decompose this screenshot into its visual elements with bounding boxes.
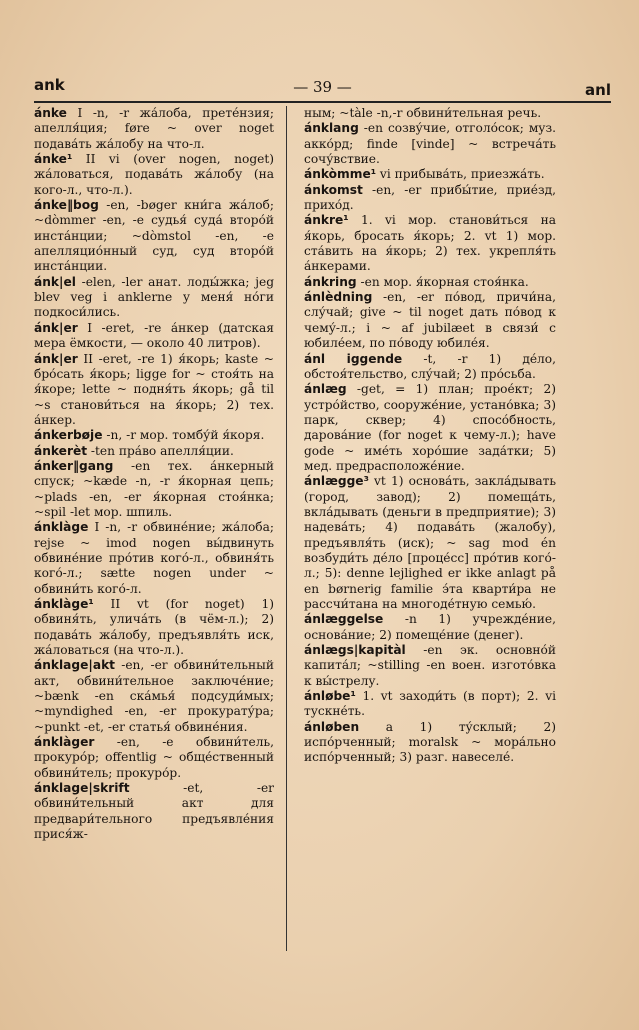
dictionary-entry [34,106,274,152]
right-column [304,106,556,766]
dictionary-entry [304,106,556,121]
entry-definition: -n, -r мор. томбу́й я́коря. [102,428,265,443]
entry-definition: -ten пра́во апелля́ции. [87,443,234,458]
header-right-guide-word: anl [585,81,611,99]
entry-headword: ánke‖bog [34,198,99,213]
entry-definition: -et, -er обвини́тельный акт для предвари́тельного предъявле́ния прися́ж- [34,781,274,842]
entry-definition: -t, -r 1) де́ло, обстоя́тельство, слу́чай; 2) про́сьба. [304,351,556,381]
entry-headword: ánkre¹ [304,213,349,228]
entry-headword: ánklàge¹ [34,597,94,611]
page-number: — 39 — [293,78,352,96]
entry-headword: ánlæg [304,382,347,397]
entry-definition: II -eret, -re 1) я́корь; kaste ~ бро́сать я́корь; ligge for ~ стоя́ть на я́коре; lette ~ подня́ть я́корь; gå til ~s станови́ться на я́корь; 2) тех. а́нкер. [34,351,274,427]
entry-headword: ánkomst [304,182,363,197]
dictionary-entry [34,735,274,781]
entry-definition: -en созву́чие, отголо́сок; муз. акко́рд; finde [vinde] ~ встреча́ть сочу́вствие. [304,121,556,167]
entry-headword: ánk|el [34,274,76,289]
entry-definition: I -eret, -re а́нкер (датская мера ёмкости, — около 40 литров). [34,320,274,351]
entry-headword: ánløben [304,719,360,734]
entry-headword: ánklàge [34,520,89,535]
entry-headword: ánke¹ [34,152,73,167]
entry-headword: ánk|er [34,351,78,366]
dictionary-entry [34,352,274,429]
entry-definition: a 1) ту́склый; 2) испо́рченный; moralsk ~ мора́льно испо́рченный; 3) разг. навеселе́. [304,719,556,765]
entry-headword: ánklage|akt [34,658,116,673]
dictionary-entry [34,597,274,658]
entry-headword: ánlægge³ [304,474,369,489]
entry-headword: ánkòmme¹ [304,167,377,182]
dictionary-entry [304,121,556,167]
entry-headword: ánlæggelse [304,612,384,627]
dictionary-entry [34,781,274,842]
entry-definition: ным; ~tàle -n,-r обвини́тельная речь. [304,106,542,120]
entry-definition: -en, -er обвини́тельный акт, обвини́тельное заключе́ние; ~bænk -en ска́мья́ подсуди́мых; ~myndighed -en, -er прокурату́ра; ~punkt -et, -er статья́ обвине́ния. [34,658,274,734]
column-divider [286,106,287,951]
entry-definition: -get, = 1) план; прое́кт; 2) устро́йство, сооруже́ние, устано́вка; 3) парк, сквер; 4) спосо́бность, дарова́ние (for noget к чему-л.); have gode ~ име́ть хоро́шие зада́тки; 5) мед. предрасположе́ние. [304,382,556,473]
entry-definition: -en мор. я́корная стоя́нка. [356,274,529,289]
entry-headword: ánke [34,106,67,120]
dictionary-entry [304,612,556,643]
entry-definition: vt 1) основа́ть, закла́дывать (город, завод); 2) помеща́ть, вкла́дывать (деньги в предприятие); 3) надева́ть; 4) подава́ть (жалобу), предъявля́ть (иск); ~ sag mod én возбуди́ть де́ло [проце́сс] про́тив кого́-л.; 5): denne lejlighed er ikke anlagt på en børnerig familie э́та кварти́ра не рассчи́тана на многоде́тную семью́. [304,474,556,611]
dictionary-entry [304,183,556,214]
entry-definition: II vi (over nogen, noget) жа́ловаться, подава́ть жа́лобу (на кого-л., что-л.). [34,152,274,197]
header-rule [34,101,611,103]
dictionary-entry [304,352,556,383]
entry-headword: ánklang [304,121,359,136]
header-left-guide-word: ank [34,76,65,94]
dictionary-entry [304,290,556,351]
entry-headword: ánløbe¹ [304,689,356,704]
entry-definition: -en тех. а́нкерный спуск; ~kæde -n, -r я́корная цепь; ~plads -en, -er я́корная стоя́нка; ~spil -let мор. шпиль. [34,458,274,519]
dictionary-entry [34,520,274,597]
dictionary-entry [304,643,556,689]
dictionary-entry [34,321,274,352]
entry-headword: ánk|er [34,320,78,335]
dictionary-entry [304,213,556,274]
dictionary-entry [34,152,274,198]
entry-headword: ánklage|skrift [34,781,130,796]
dictionary-entry [34,444,274,459]
entry-definition: -en, -e обвини́тель, прокуро́р; offentlig ~ обще́ственный обвини́тель; прокуро́р. [34,735,274,780]
entry-definition: -en, -er прибы́тие, прие́зд, прихо́д. [304,182,556,213]
entry-definition: -en эк. основно́й капита́л; ~stilling -en воен. изгото́вка к вы́стрелу. [304,643,556,688]
entry-definition: II vt (for noget) 1) обвиня́ть, улича́ть (в чём-л.); 2) подава́ть жа́лобу, предъявля́ть иск, жа́ловаться (на что-л.). [34,597,274,658]
entry-definition: -en, -er по́вод, причи́на, слу́чай; give ~ til noget дать по́вод к чему́-л.; i ~ af jubilæet в связи́ с юбиле́ем, по по́воду юбиле́я. [304,290,556,351]
entry-headword: ánklàger [34,735,95,750]
dictionary-entry [34,658,274,735]
left-column [34,106,274,843]
dictionary-entry [304,720,556,766]
dictionary-entry [34,459,274,520]
entry-headword: ánker‖gang [34,458,114,473]
entry-definition: 1. vi мор. станови́ться на я́корь, бросать я́корь; 2. vt 1) мор. ста́вить на я́корь; 2) тех. укрепля́ть а́нкерами. [304,213,556,274]
entry-definition: -en, -bøger кни́га жа́лоб; ~dòmmer -en, -e судья́ суда́ второ́й инста́нции; ~dòmstol -en, -e апелляцио́нный суд, суд второ́й инста́нции. [34,198,274,274]
dictionary-entry [304,275,556,290]
entry-definition: vi прибыва́ть, приезжа́ть. [376,167,545,182]
entry-headword: ánkerbøje [34,428,103,443]
entry-definition: I -n, -r жа́лоба, прете́нзия; апелля́ция; føre ~ over noget подава́ть жа́лобу на что-л. [34,106,274,151]
entry-definition: I -n, -r обвине́ние; жа́лоба; rejse ~ imod nogen вы́двинуть обвине́ние про́тив кого́-л., обвиня́ть кого́-л.; sætte nogen under ~ обвини́ть кого́-л. [34,520,274,596]
entry-headword: ánkring [304,274,357,289]
entry-headword: ánkerèt [34,443,88,458]
dictionary-entry [304,689,556,720]
dictionary-entry [304,474,556,612]
entry-definition: -elen, -ler анат. лоды́жка; jeg blev veg i anklerne у меня́ но́ги подкоси́лись. [34,274,274,320]
dictionary-entry [304,167,556,182]
page-header [34,76,611,98]
entry-headword: ánl iggende [304,351,403,366]
dictionary-entry [34,428,274,443]
entry-headword: ánlægs|kapitàl [304,643,406,658]
entry-definition: -n 1) учрежде́ние, основа́ние; 2) помеще́ние (денег). [304,612,556,642]
dictionary-entry [34,275,274,321]
entry-definition: 1. vt заходи́ть (в порт); 2. vi тускне́ть. [304,689,556,719]
dictionary-entry [34,198,274,275]
dictionary-entry [304,382,556,474]
entry-headword: ánlèdning [304,290,373,305]
